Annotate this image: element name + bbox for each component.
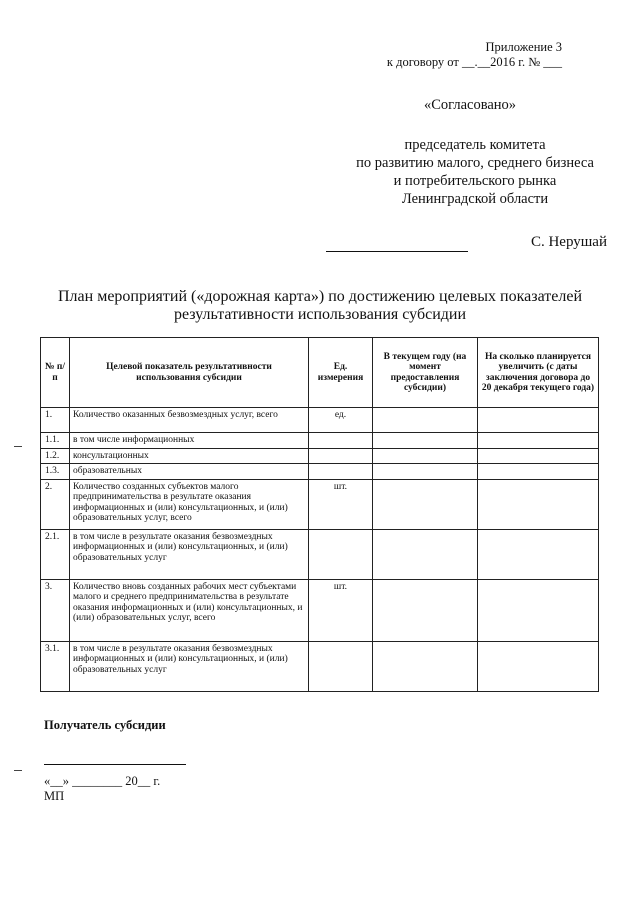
row-unit: ед. [309, 408, 373, 433]
header-indicator: Целевой показатель результативности использования субсидии [70, 338, 309, 408]
appendix-label: Приложение 3 [485, 40, 562, 54]
row-increase-value [478, 579, 599, 641]
row-unit [309, 448, 373, 464]
row-number: 3. [41, 579, 70, 641]
recipient-label: Получатель субсидии [44, 718, 166, 732]
row-number: 1.2. [41, 448, 70, 464]
row-unit: шт. [309, 579, 373, 641]
header-current-year: В текущем году (на момент предоставления субсидии) [373, 338, 478, 408]
appendix-block [387, 40, 562, 70]
row-unit [309, 529, 373, 579]
row-unit [309, 464, 373, 480]
row-indicator: в том числе в результате оказания безвозмездных информационных и (или) консультационных, и (или) образовательных услуг [70, 529, 309, 579]
date-line: «__» ________ 20__ г. [44, 774, 161, 788]
row-indicator: Количество оказанных безвозмездных услуг, всего [70, 408, 309, 433]
row-unit [309, 433, 373, 449]
header-unit: Ед. измерения [309, 338, 373, 408]
table-row [41, 408, 599, 433]
table-row [41, 448, 599, 464]
row-current-value [373, 641, 478, 691]
row-current-value [373, 479, 478, 529]
table-row [41, 464, 599, 480]
plan-title: План мероприятий («дорожная карта») по достижению целевых показателей результативности использования субсидии [58, 288, 582, 323]
row-increase-value [478, 408, 599, 433]
row-current-value [373, 464, 478, 480]
seal-placeholder: МП [44, 789, 65, 803]
table-row [41, 529, 599, 579]
row-increase-value [478, 433, 599, 449]
row-indicator: консультационных [70, 448, 309, 464]
committee-block [330, 136, 620, 208]
row-number: 2.1. [41, 529, 70, 579]
table-header-row [41, 338, 599, 408]
row-current-value [373, 579, 478, 641]
row-indicator: в том числе в результате оказания безвозмездных информационных и (или) консультационных, и (или) образовательных услуг [70, 641, 309, 691]
signature-line [326, 251, 468, 252]
row-number: 2. [41, 479, 70, 529]
row-indicator: в том числе информационных [70, 433, 309, 449]
agreed-stamp-text: «Согласовано» [423, 97, 517, 113]
header-planned-increase: На сколько планируется увеличить (с даты заключения договора до 20 декабря текущего года) [478, 338, 599, 408]
header-number: № п/п [41, 338, 70, 408]
row-current-value [373, 448, 478, 464]
signer-name: С. Нерушай [530, 234, 607, 250]
indicators-table [40, 337, 599, 692]
row-increase-value [478, 641, 599, 691]
row-current-value [373, 529, 478, 579]
row-unit: шт. [309, 479, 373, 529]
row-number: 1.1. [41, 433, 70, 449]
row-current-value [373, 433, 478, 449]
row-increase-value [478, 529, 599, 579]
row-indicator: Количество созданных субъектов малого предпринимательства в результате оказания информационных и (или) консультационных, и (или) образовательных услуг, всего [70, 479, 309, 529]
row-indicator: образовательных [70, 464, 309, 480]
scan-edge-mark [14, 770, 22, 771]
committee-line: по развитию малого, среднего бизнеса [356, 155, 594, 171]
row-number: 1. [41, 408, 70, 433]
scan-edge-mark [14, 446, 22, 447]
committee-line: Ленинградской области [401, 191, 549, 207]
row-number: 1.3. [41, 464, 70, 480]
row-unit [309, 641, 373, 691]
table-row [41, 433, 599, 449]
row-increase-value [478, 448, 599, 464]
committee-line: председатель комитета [404, 137, 546, 153]
table-row [41, 641, 599, 691]
table-row [41, 479, 599, 529]
row-increase-value [478, 464, 599, 480]
row-increase-value [478, 479, 599, 529]
row-indicator: Количество вновь созданных рабочих мест субъектами малого и среднего предпринимательства в результате оказания информационных и (или) консультационных, и (или) образовательных услуг, всего [70, 579, 309, 641]
contract-reference: к договору от __.__2016 г. № ___ [386, 55, 562, 69]
recipient-signature-line [44, 764, 186, 765]
row-current-value [373, 408, 478, 433]
row-number: 3.1. [41, 641, 70, 691]
table-row [41, 579, 599, 641]
committee-line: и потребительского рынка [393, 173, 557, 189]
